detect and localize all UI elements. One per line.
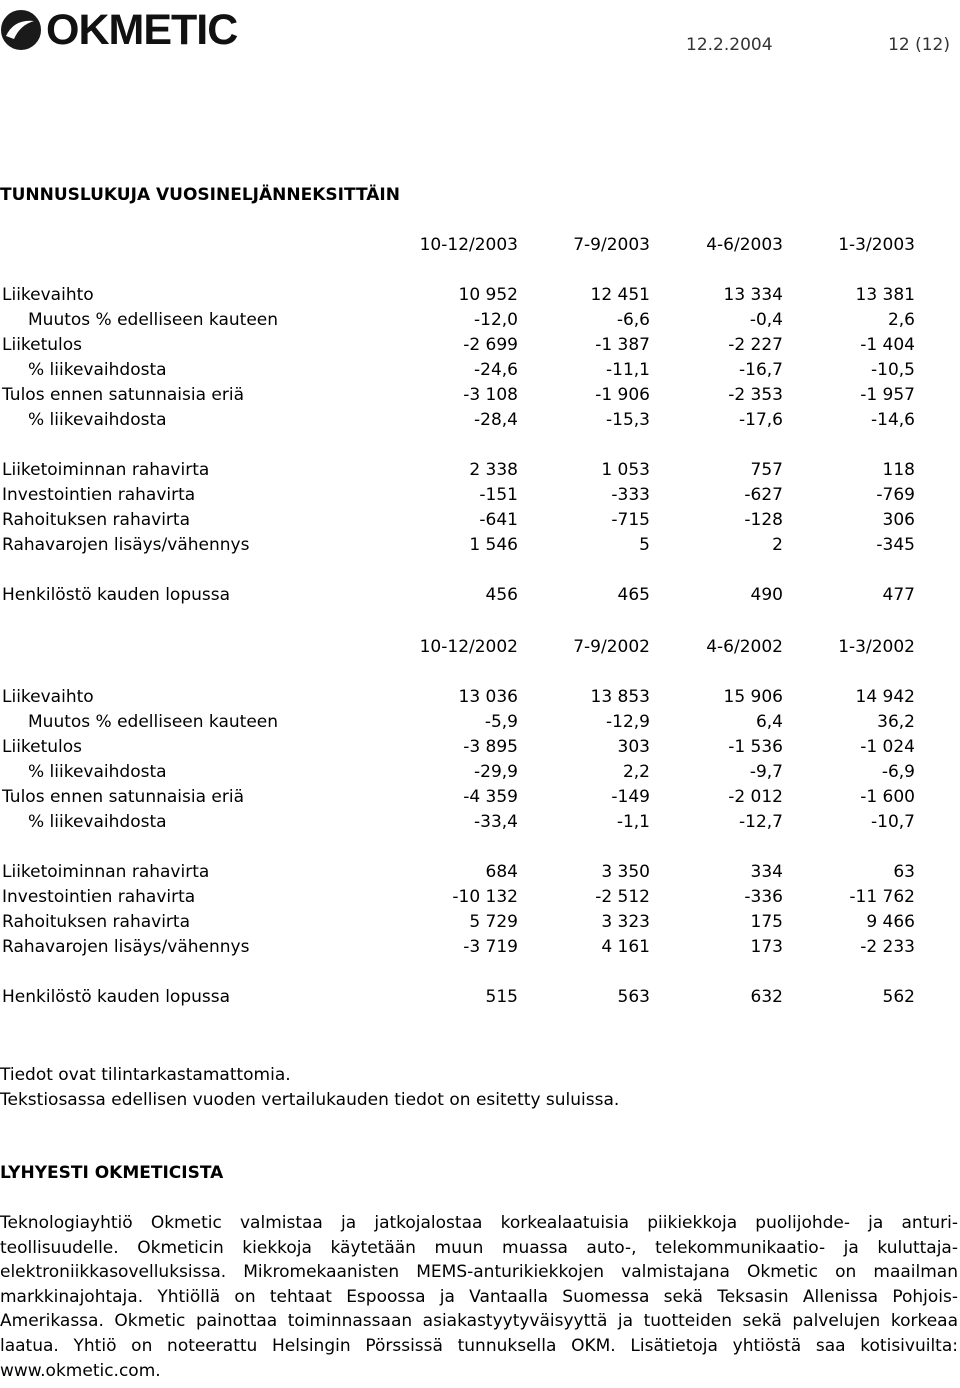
- table-cell: 477: [882, 585, 915, 605]
- note-line: Tekstiosassa edellisen vuoden vertailukauden tiedot on esitetty suluissa.: [0, 1090, 620, 1110]
- table-cell: -1 404: [860, 335, 915, 355]
- row-label: Rahoituksen rahavirta: [2, 510, 190, 530]
- column-header: 4-6/2002: [706, 637, 783, 657]
- table-cell: -5,9: [484, 712, 518, 732]
- table-row: [0, 483, 960, 508]
- table-cell: 2: [772, 535, 783, 555]
- table-row: [0, 810, 960, 835]
- table-row: [0, 785, 960, 810]
- table-cell: -3 719: [463, 937, 518, 957]
- table-cell: 2,6: [887, 310, 915, 330]
- table-cell: 684: [485, 862, 518, 882]
- table-cell: -24,6: [474, 360, 518, 380]
- table-cell: 2 338: [469, 460, 518, 480]
- about-title: LYHYESTI OKMETICISTA: [0, 1163, 224, 1183]
- table-cell: -0,4: [749, 310, 783, 330]
- row-label: Liikevaihto: [2, 687, 94, 707]
- quarterly-table-2002: [0, 635, 960, 1010]
- table-cell: 465: [617, 585, 650, 605]
- row-spacer: [0, 433, 960, 458]
- table-cell: -10,5: [871, 360, 915, 380]
- table-cell: -1 957: [860, 385, 915, 405]
- table-cell: 632: [750, 987, 783, 1007]
- header-page-number: 12 (12): [888, 35, 950, 55]
- header-date: 12.2.2004: [686, 35, 773, 55]
- table-row: [0, 333, 960, 358]
- row-label: Muutos % edelliseen kauteen: [28, 712, 279, 732]
- row-spacer: [0, 960, 960, 985]
- table-cell: 490: [750, 585, 783, 605]
- table-row: [0, 735, 960, 760]
- table-cell: -12,7: [739, 812, 783, 832]
- table-cell: -33,4: [474, 812, 518, 832]
- row-label: Liiketulos: [2, 737, 83, 757]
- table-cell: -9,7: [749, 762, 783, 782]
- row-label: % liikevaihdosta: [28, 410, 167, 430]
- table-row: [0, 985, 960, 1010]
- row-label: Rahavarojen lisäys/vähennys: [2, 937, 250, 957]
- table-cell: -4 359: [463, 787, 518, 807]
- table-cell: -12,9: [606, 712, 650, 732]
- table-row: [0, 408, 960, 433]
- table-cell: 456: [485, 585, 518, 605]
- column-header: 10-12/2002: [419, 637, 518, 657]
- table-row: [0, 508, 960, 533]
- table-row: [0, 910, 960, 935]
- table-cell: 5: [639, 535, 650, 555]
- table-cell: -1 387: [595, 335, 650, 355]
- table-cell: 175: [750, 912, 783, 932]
- column-header: 7-9/2003: [573, 235, 650, 255]
- row-spacer: [0, 558, 960, 583]
- row-label: Henkilöstö kauden lopussa: [2, 987, 231, 1007]
- row-label: Muutos % edelliseen kauteen: [28, 310, 279, 330]
- table-cell: -3 895: [463, 737, 518, 757]
- table-cell: 14 942: [855, 687, 915, 707]
- about-text: Teknologiayhtiö Okmetic valmistaa ja jatkojalostaa korkealaatuisia piikiekkoja puolijohde- ja anturi-teollisuudelle. Okmeticin kiekkoja käytetään muun muassa auto-, telekommunikaatio- ja kuluttaja-elektroniikkasovelluksissa. Mikromekaanisten MEMS-anturikiekkojen valmistajana Okmetic on maailman markkinajohtaja. Yhtiöllä on tehtaat Espoossa ja Vantaalla Suomessa sekä Teksasin Allenissa Pohjois-Amerikassa. Okmetic painottaa toiminnassaan asiakastyytyväisyyttä ja tuotteiden sekä palvelujen korkeaa laatua. Yhtiö on noteerattu Helsingin Pörssissä tunnuksella OKM. Lisätietoja yhtiöstä saa kotisivuilta: www.okmetic.com.: [0, 1213, 958, 1381]
- column-header: 1-3/2003: [838, 235, 915, 255]
- table-cell: -715: [611, 510, 650, 530]
- table-row: [0, 935, 960, 960]
- table-row: [0, 760, 960, 785]
- table-cell: 15 906: [723, 687, 783, 707]
- table-header-row: [0, 233, 960, 258]
- table-cell: -6,6: [616, 310, 650, 330]
- table-cell: -2 353: [728, 385, 783, 405]
- table-cell: -1 536: [728, 737, 783, 757]
- table-row: [0, 308, 960, 333]
- table-cell: -14,6: [871, 410, 915, 430]
- table-cell: 12 451: [590, 285, 650, 305]
- row-label: Investointien rahavirta: [2, 485, 196, 505]
- table-cell: -641: [479, 510, 518, 530]
- table-cell: 13 853: [590, 687, 650, 707]
- table-cell: -627: [744, 485, 783, 505]
- row-spacer: [0, 660, 960, 685]
- table-header-row: [0, 635, 960, 660]
- row-label: Rahavarojen lisäys/vähennys: [2, 535, 250, 555]
- table-cell: -1,1: [616, 812, 650, 832]
- table-cell: -1 906: [595, 385, 650, 405]
- row-label: % liikevaihdosta: [28, 762, 167, 782]
- table-cell: -11 762: [849, 887, 915, 907]
- column-header: 4-6/2003: [706, 235, 783, 255]
- table-row: [0, 358, 960, 383]
- table-row: [0, 685, 960, 710]
- table-cell: -333: [611, 485, 650, 505]
- row-label: Henkilöstö kauden lopussa: [2, 585, 231, 605]
- table-cell: -15,3: [606, 410, 650, 430]
- row-spacer: [0, 258, 960, 283]
- table-cell: -149: [611, 787, 650, 807]
- table-row: [0, 283, 960, 308]
- table-cell: 63: [893, 862, 915, 882]
- section-title: TUNNUSLUKUJA VUOSINELJÄNNEKSITTÄIN: [0, 185, 400, 205]
- table-cell: 334: [750, 862, 783, 882]
- okmetic-logo-icon: [0, 9, 42, 51]
- table-cell: 13 334: [723, 285, 783, 305]
- table-cell: 2,2: [622, 762, 650, 782]
- row-label: Tulos ennen satunnaisia eriä: [2, 385, 245, 405]
- table-cell: -769: [876, 485, 915, 505]
- table-cell: 13 381: [855, 285, 915, 305]
- table-cell: -10,7: [871, 812, 915, 832]
- table-cell: -3 108: [463, 385, 518, 405]
- table-cell: 5 729: [469, 912, 518, 932]
- table-cell: -17,6: [739, 410, 783, 430]
- table-cell: -2 227: [728, 335, 783, 355]
- logo-text: OKMETIC: [46, 6, 238, 54]
- row-label: % liikevaihdosta: [28, 812, 167, 832]
- table-row: [0, 583, 960, 608]
- column-header: 7-9/2002: [573, 637, 650, 657]
- column-header: 1-3/2002: [838, 637, 915, 657]
- row-label: Liikevaihto: [2, 285, 94, 305]
- table-cell: 562: [882, 987, 915, 1007]
- table-cell: 1 053: [601, 460, 650, 480]
- table-cell: -1 024: [860, 737, 915, 757]
- table-cell: 36,2: [877, 712, 915, 732]
- table-row: [0, 458, 960, 483]
- company-logo: [0, 6, 237, 54]
- table-cell: -28,4: [474, 410, 518, 430]
- row-label: % liikevaihdosta: [28, 360, 167, 380]
- table-row: [0, 885, 960, 910]
- table-cell: -12,0: [474, 310, 518, 330]
- table-cell: -2 512: [595, 887, 650, 907]
- table-cell: -2 012: [728, 787, 783, 807]
- table-cell: -151: [479, 485, 518, 505]
- table-cell: 306: [882, 510, 915, 530]
- note-line: Tiedot ovat tilintarkastamattomia.: [0, 1065, 291, 1085]
- table-cell: 118: [882, 460, 915, 480]
- table-cell: 757: [750, 460, 783, 480]
- table-cell: 173: [750, 937, 783, 957]
- table-cell: 303: [617, 737, 650, 757]
- table-cell: 9 466: [866, 912, 915, 932]
- table-cell: -128: [744, 510, 783, 530]
- row-label: Investointien rahavirta: [2, 887, 196, 907]
- table-cell: 1 546: [469, 535, 518, 555]
- row-spacer: [0, 835, 960, 860]
- table-cell: 3 323: [601, 912, 650, 932]
- row-label: Liiketoiminnan rahavirta: [2, 862, 210, 882]
- notes: [0, 1063, 619, 1113]
- table-row: [0, 710, 960, 735]
- table-cell: 10 952: [458, 285, 518, 305]
- table-cell: 515: [485, 987, 518, 1007]
- table-row: [0, 383, 960, 408]
- table-cell: 6,4: [755, 712, 783, 732]
- table-cell: -10 132: [452, 887, 518, 907]
- table-cell: -11,1: [606, 360, 650, 380]
- table-cell: -2 233: [860, 937, 915, 957]
- table-row: [0, 533, 960, 558]
- table-cell: 3 350: [601, 862, 650, 882]
- table-row: [0, 860, 960, 885]
- table-cell: -1 600: [860, 787, 915, 807]
- row-label: Tulos ennen satunnaisia eriä: [2, 787, 245, 807]
- table-cell: -29,9: [474, 762, 518, 782]
- table-cell: -6,9: [881, 762, 915, 782]
- table-cell: 13 036: [458, 687, 518, 707]
- row-label: Liiketoiminnan rahavirta: [2, 460, 210, 480]
- row-label: Rahoituksen rahavirta: [2, 912, 190, 932]
- table-cell: -16,7: [739, 360, 783, 380]
- quarterly-table-2003: [0, 233, 960, 608]
- table-cell: 563: [617, 987, 650, 1007]
- table-cell: -2 699: [463, 335, 518, 355]
- table-cell: 4 161: [601, 937, 650, 957]
- table-cell: -345: [876, 535, 915, 555]
- table-cell: -336: [744, 887, 783, 907]
- column-header: 10-12/2003: [419, 235, 518, 255]
- row-label: Liiketulos: [2, 335, 83, 355]
